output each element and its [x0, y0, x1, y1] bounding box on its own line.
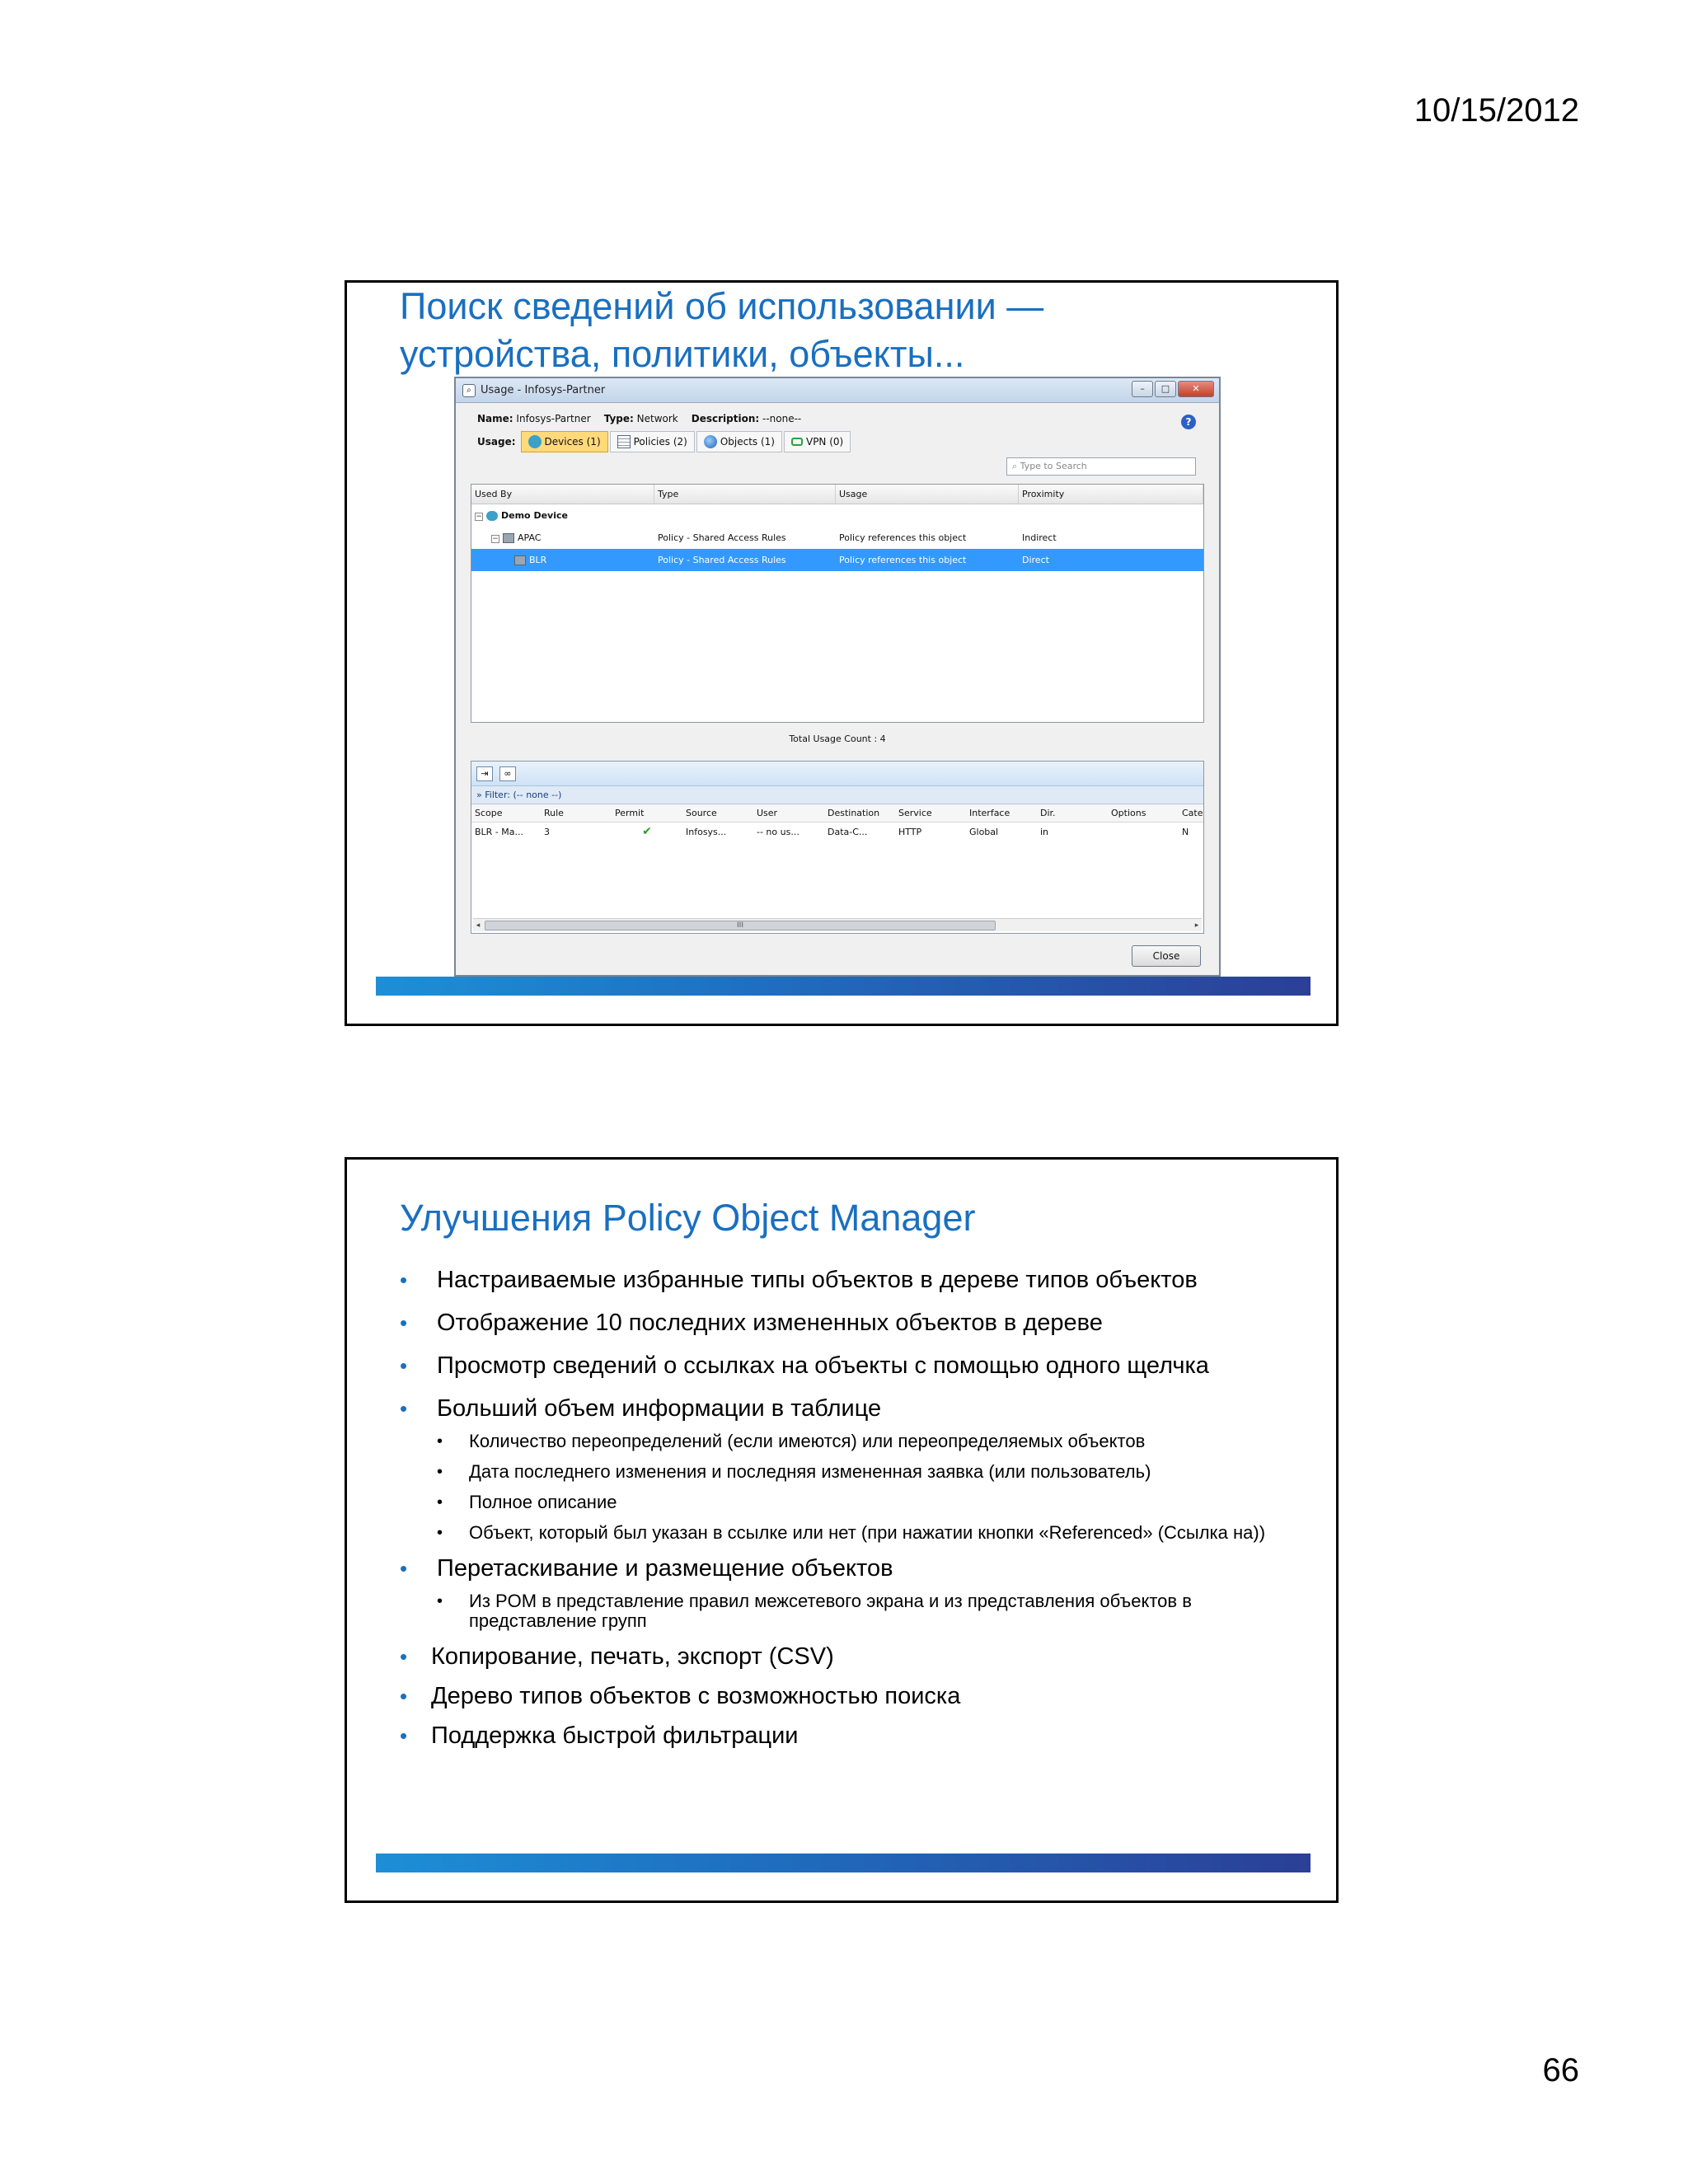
search-icon: ⌕	[462, 384, 476, 397]
device-icon	[528, 435, 542, 448]
scrollbar-thumb[interactable]: III	[485, 921, 996, 930]
horizontal-scrollbar[interactable]	[473, 918, 1202, 931]
server-icon	[503, 533, 514, 543]
vpn-icon	[791, 438, 803, 446]
device-icon	[486, 511, 498, 521]
bullet-item: • Настраиваемые избранные типы объектов в дереве типов объектов	[400, 1265, 1303, 1295]
tab-policies[interactable]: Policies (2)	[610, 431, 695, 452]
window-controls	[1132, 381, 1214, 397]
slide-title: Улучшения Policy Object Manager	[400, 1197, 976, 1239]
link-icon[interactable]: ∞	[499, 766, 516, 781]
filter-bar[interactable]: » Filter: (-- none --)	[471, 786, 1203, 804]
column-header[interactable]: Service	[898, 808, 932, 818]
page-date: 10/15/2012	[1414, 92, 1579, 129]
sub-bullet-item: • Объект, который был указан в ссылке или нет (при нажатии кнопки «Referenced» (Ссылка на))	[400, 1523, 1303, 1543]
column-header[interactable]: Rule	[544, 808, 564, 818]
column-header[interactable]: Usage	[836, 485, 1019, 504]
usage-label: Usage:	[477, 436, 516, 448]
table-row[interactable]: − Demo Device	[476, 510, 568, 521]
bullet-item: • Поддержка быстрой фильтрации	[400, 1721, 1303, 1750]
page-number: 66	[1542, 2052, 1579, 2088]
column-header[interactable]: Destination	[828, 808, 880, 818]
check-icon: ✔	[642, 825, 652, 838]
rules-toolbar	[471, 762, 1203, 786]
column-header[interactable]: Interface	[969, 808, 1010, 818]
table-row[interactable]: BLR - Ma... 3 ✔ Infosys... -- no us... Data-C... HTTP Global in N	[475, 825, 1189, 838]
policy-icon	[617, 435, 631, 448]
slide-title-line-2: устройства, политики, объекты...	[400, 333, 965, 375]
bullet-item: • Перетаскивание и размещение объектов	[400, 1554, 1303, 1583]
column-header[interactable]: Permit	[615, 808, 645, 818]
table-row-selected[interactable]: BLR Policy - Shared Access Rules Policy references this object Direct	[471, 549, 1203, 571]
column-header[interactable]: Options	[1111, 808, 1146, 818]
bullet-item: • Отображение 10 последних измененных объектов в дереве	[400, 1308, 1303, 1338]
search-input[interactable]: ⌕ Type to Search	[1006, 457, 1196, 476]
column-header[interactable]: Type	[654, 485, 836, 504]
slide-title-line-1: Поиск сведений об использовании —	[400, 285, 1044, 327]
rules-panel	[471, 761, 1204, 934]
rules-table-header	[471, 804, 1203, 823]
column-header[interactable]: Scope	[475, 808, 503, 818]
slide-footer-bar	[376, 1854, 1311, 1872]
chevron-down-icon: »	[476, 790, 482, 800]
sub-bullet-list	[400, 1432, 1303, 1543]
scroll-left-icon[interactable]: ◂	[476, 921, 481, 930]
sub-bullet-list	[400, 1591, 1303, 1631]
bullet-item: • Дерево типов объектов с возможностью поиска	[400, 1681, 1303, 1711]
objects-icon	[704, 435, 717, 448]
collapse-icon[interactable]: −	[492, 535, 499, 543]
dialog-title: Usage - Infosys-Partner	[481, 384, 606, 396]
tab-devices[interactable]: Devices (1)	[521, 431, 608, 452]
type-info: Type: Network	[603, 413, 678, 424]
dialog-titlebar[interactable]	[456, 378, 1219, 403]
total-usage-count: Total Usage Count : 4	[789, 733, 886, 744]
help-icon[interactable]: ?	[1181, 415, 1196, 429]
column-header[interactable]: Proximity	[1019, 485, 1203, 504]
dialog-body	[471, 408, 1204, 975]
tab-objects[interactable]: Objects (1)	[696, 431, 782, 452]
sub-bullet-item: • Полное описание	[400, 1493, 1303, 1512]
usage-table-header	[471, 485, 1203, 504]
object-info-row	[471, 408, 1204, 429]
slide-title	[400, 283, 1043, 378]
collapse-icon[interactable]: −	[476, 513, 482, 521]
sub-bullet-item: • Из POM в представление правил межсетевого экрана и из представления объектов в представление групп	[400, 1591, 1303, 1631]
bullet-item: • Больший объем информации в таблице	[400, 1394, 1303, 1423]
usage-tabs	[471, 429, 1204, 454]
usage-dialog	[454, 377, 1221, 977]
column-header[interactable]: User	[757, 808, 778, 818]
usage-table	[471, 484, 1204, 723]
description-info: Description: --none--	[691, 413, 802, 424]
table-row[interactable]: − APAC Policy - Shared Access Rules Policy references this object Indirect	[492, 532, 1057, 543]
slide-usage-search	[345, 280, 1339, 1026]
minimize-button[interactable]: –	[1132, 381, 1153, 397]
slide-footer-bar	[376, 977, 1311, 996]
bullet-list	[400, 1265, 1303, 1760]
name-info: Name: Infosys-Partner	[477, 413, 591, 424]
slide-pom-improvements	[345, 1157, 1339, 1903]
column-header[interactable]: Dir.	[1040, 808, 1056, 818]
server-icon	[514, 555, 526, 565]
sub-bullet-item: • Дата последнего изменения и последняя измененная заявка (или пользователь)	[400, 1462, 1303, 1482]
close-window-button[interactable]: ✕	[1178, 381, 1214, 397]
close-button[interactable]: Close	[1132, 945, 1201, 967]
column-header[interactable]: Cate	[1182, 808, 1203, 818]
bullet-item: • Просмотр сведений о ссылках на объекты с помощью одного щелчка	[400, 1351, 1303, 1380]
column-header[interactable]: Source	[686, 808, 717, 818]
column-header[interactable]: Used By	[471, 485, 654, 504]
sub-bullet-item: • Количество переопределений (если имеются) или переопределяемых объектов	[400, 1432, 1303, 1451]
maximize-button[interactable]: □	[1155, 381, 1176, 397]
bullet-item: • Копирование, печать, экспорт (CSV)	[400, 1642, 1303, 1671]
export-icon[interactable]: ⇥	[476, 766, 493, 781]
tab-vpn[interactable]: VPN (0)	[784, 431, 851, 452]
scroll-right-icon[interactable]: ▸	[1194, 921, 1199, 930]
